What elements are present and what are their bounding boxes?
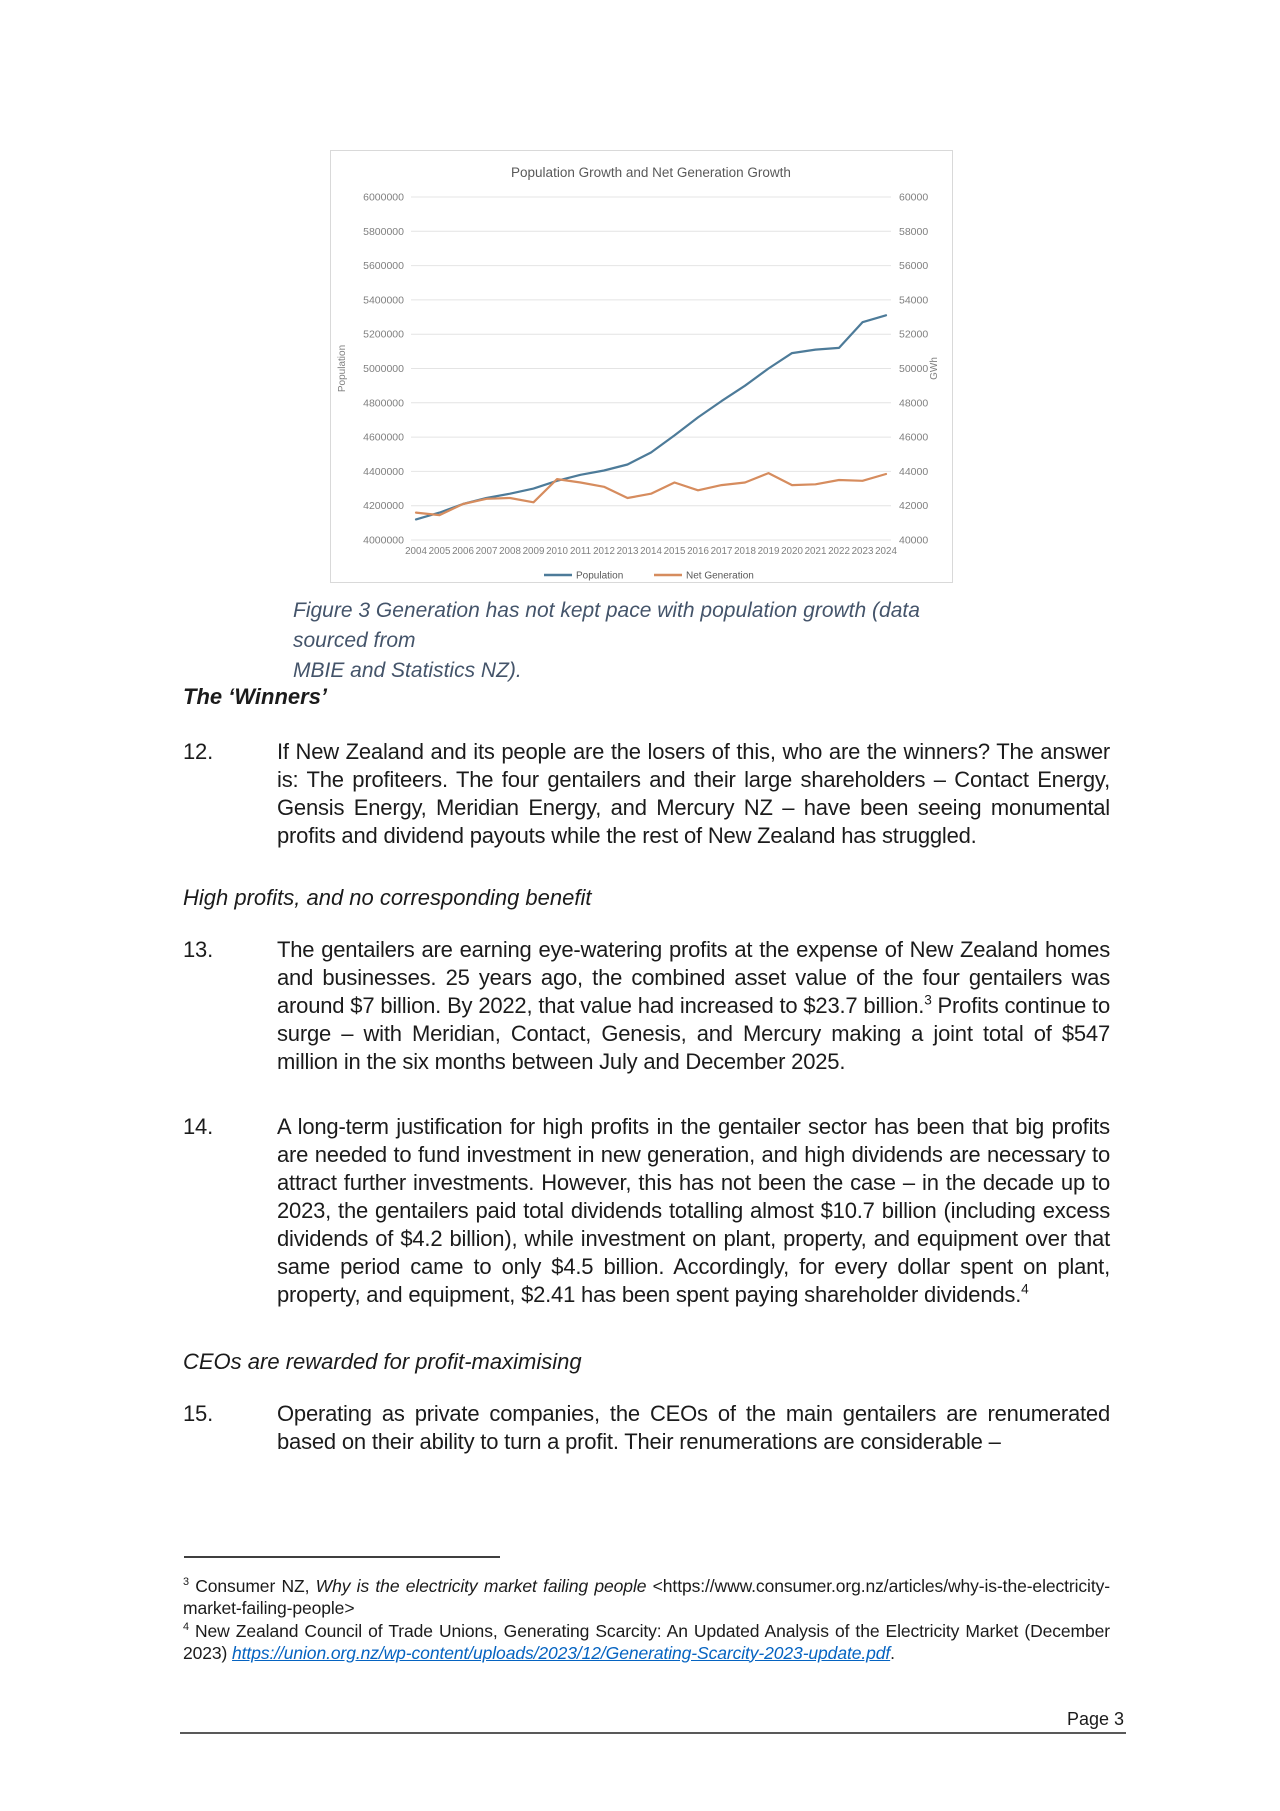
paragraph-14-text-a: A long-term justification for high profits in the gentailer sector has been that big profits are needed to fund investment in new generation, and high dividends are necessary to attract further investments. However, this has not been the case – in the decade up to 2023, the gentailers paid total dividends totalling almost $10.7 billion (including excess dividends of $4.2 billion), while investment on plant, property, and equipment over that same period came to only $4.5 billion. Accordingly, for every dollar spent on plant, property, and equipment, $2.41 has been spent paying shareholder dividends. — [277, 1114, 1110, 1307]
svg-text:2015: 2015 — [663, 546, 686, 557]
footnote-3-url: <https://www.consumer.org.nz/articles/why-is-the-electricity-market-failing-people> — [183, 1576, 1110, 1618]
svg-text:5800000: 5800000 — [363, 225, 404, 238]
paragraph-13-text-a: The gentailers are earning eye-watering profits at the expense of New Zealand homes and businesses. 25 years ago, the combined asset value of the four gentailers was around $7 billion. By 2022, that value had increased to $23.7 billion. — [277, 937, 1110, 1018]
footnote-4-link[interactable]: https://union.org.nz/wp-content/uploads/2023/12/Generating-Scarcity-2023-update.pdf — [232, 1642, 891, 1663]
footnote-3-marker: 3 — [183, 1576, 189, 1589]
svg-text:2007: 2007 — [475, 546, 498, 557]
footnote-3 — [183, 1576, 1110, 1619]
svg-text:2010: 2010 — [546, 546, 568, 557]
svg-text:48000: 48000 — [899, 397, 929, 410]
svg-text:60000: 60000 — [899, 191, 929, 204]
svg-text:5600000: 5600000 — [363, 260, 404, 273]
svg-text:Population: Population — [576, 570, 624, 582]
paragraph-12 — [183, 738, 1110, 850]
svg-text:5400000: 5400000 — [363, 294, 404, 307]
svg-text:5000000: 5000000 — [363, 363, 404, 375]
svg-text:2012: 2012 — [593, 546, 615, 557]
svg-text:5200000: 5200000 — [363, 328, 404, 341]
svg-text:Population Growth and Net Gene: Population Growth and Net Generation Growth — [511, 165, 791, 180]
svg-text:2006: 2006 — [452, 546, 474, 557]
svg-text:2005: 2005 — [428, 546, 451, 557]
paragraph-13-text — [277, 936, 1110, 1076]
svg-text:2016: 2016 — [687, 546, 709, 557]
svg-text:4400000: 4400000 — [363, 465, 404, 478]
paragraph-13-text-b: Profits continue to surge – with Meridian, Contact, Genesis, and Mercury making a joint total of $547 million in the six months between July and December 2025. — [277, 993, 1110, 1074]
paragraph-12-text: If New Zealand and its people are the losers of this, who are the winners? The answer is: The profiteers. The four gentailers and their large shareholders – Contact Energy, Gensis Energy, Meridian Energy, and Mercury NZ – have been seeing monumental profits and dividend payouts while the rest of New Zealand has struggled. — [277, 739, 1110, 848]
paragraph-15-number: 15. — [183, 1401, 213, 1426]
svg-text:2011: 2011 — [569, 546, 592, 557]
svg-text:2024: 2024 — [875, 546, 897, 557]
figure-caption-line1: Figure 3 Generation has not kept pace with population growth (data sourced from — [293, 599, 920, 652]
footnote-3-pre: Consumer NZ, — [188, 1576, 316, 1596]
svg-text:Population: Population — [337, 344, 348, 393]
svg-text:Net Generation: Net Generation — [686, 570, 754, 582]
svg-text:4600000: 4600000 — [363, 431, 404, 444]
svg-text:2022: 2022 — [828, 546, 850, 557]
footer-rule — [180, 1732, 1126, 1734]
svg-text:56000: 56000 — [899, 260, 929, 273]
svg-text:2021: 2021 — [804, 546, 827, 557]
svg-text:2008: 2008 — [499, 546, 521, 557]
svg-text:GWh: GWh — [929, 357, 940, 380]
paragraph-15 — [183, 1400, 1110, 1456]
paragraph-15-text: Operating as private companies, the CEOs of the main gentailers are renumerated based on their ability to turn a profit. Their renumerations are considerable – — [277, 1401, 1110, 1454]
svg-text:4200000: 4200000 — [363, 500, 404, 513]
svg-text:2023: 2023 — [851, 546, 874, 557]
heading-ceos: CEOs are rewarded for profit-maximising — [183, 1349, 582, 1374]
svg-text:46000: 46000 — [899, 431, 929, 444]
footnote-ref-3: 3 — [924, 992, 932, 1008]
svg-text:2020: 2020 — [781, 546, 803, 557]
svg-text:2018: 2018 — [734, 546, 756, 557]
svg-text:4800000: 4800000 — [363, 397, 404, 410]
svg-text:2013: 2013 — [616, 546, 639, 557]
paragraph-13-number: 13. — [183, 937, 213, 962]
population-generation-chart — [331, 151, 952, 582]
paragraph-13 — [183, 936, 1110, 1076]
svg-text:2014: 2014 — [640, 546, 662, 557]
svg-text:40000: 40000 — [899, 534, 929, 547]
svg-text:52000: 52000 — [899, 328, 929, 341]
paragraph-14-text — [277, 1113, 1110, 1309]
heading-high-profits: High profits, and no corresponding benefit — [183, 885, 592, 910]
footnote-4-marker: 4 — [183, 1621, 189, 1634]
svg-text:2017: 2017 — [710, 546, 733, 557]
svg-text:44000: 44000 — [899, 465, 929, 478]
svg-text:58000: 58000 — [899, 225, 929, 238]
figure-chart — [330, 150, 953, 583]
footnote-4-pre: New Zealand Council of Trade Unions, Generating Scarcity: An Updated Analysis of the Electricity Market (December 2023) — [183, 1621, 1110, 1663]
figure-caption — [293, 596, 993, 686]
svg-text:54000: 54000 — [899, 294, 929, 307]
footnote-4 — [183, 1621, 1110, 1664]
footnote-3-title: Why is the electricity market failing people — [315, 1576, 647, 1596]
svg-text:4000000: 4000000 — [363, 534, 404, 547]
svg-text:2009: 2009 — [522, 546, 545, 557]
svg-text:2004: 2004 — [405, 546, 427, 557]
page-number: Page 3 — [1066, 1709, 1124, 1729]
paragraph-14-number: 14. — [183, 1114, 213, 1139]
svg-text:50000: 50000 — [899, 363, 929, 375]
svg-text:42000: 42000 — [899, 500, 929, 513]
paragraph-12-number: 12. — [183, 739, 213, 764]
footnote-4-post: . — [890, 1642, 895, 1663]
svg-text:6000000: 6000000 — [363, 191, 404, 204]
heading-the-winners: The ‘Winners’ — [183, 684, 328, 709]
figure-caption-line2: MBIE and Statistics NZ). — [293, 659, 522, 682]
footnote-separator — [184, 1556, 500, 1558]
paragraph-14 — [183, 1113, 1110, 1309]
footnote-ref-4: 4 — [1021, 1281, 1029, 1297]
svg-text:2019: 2019 — [757, 546, 780, 557]
